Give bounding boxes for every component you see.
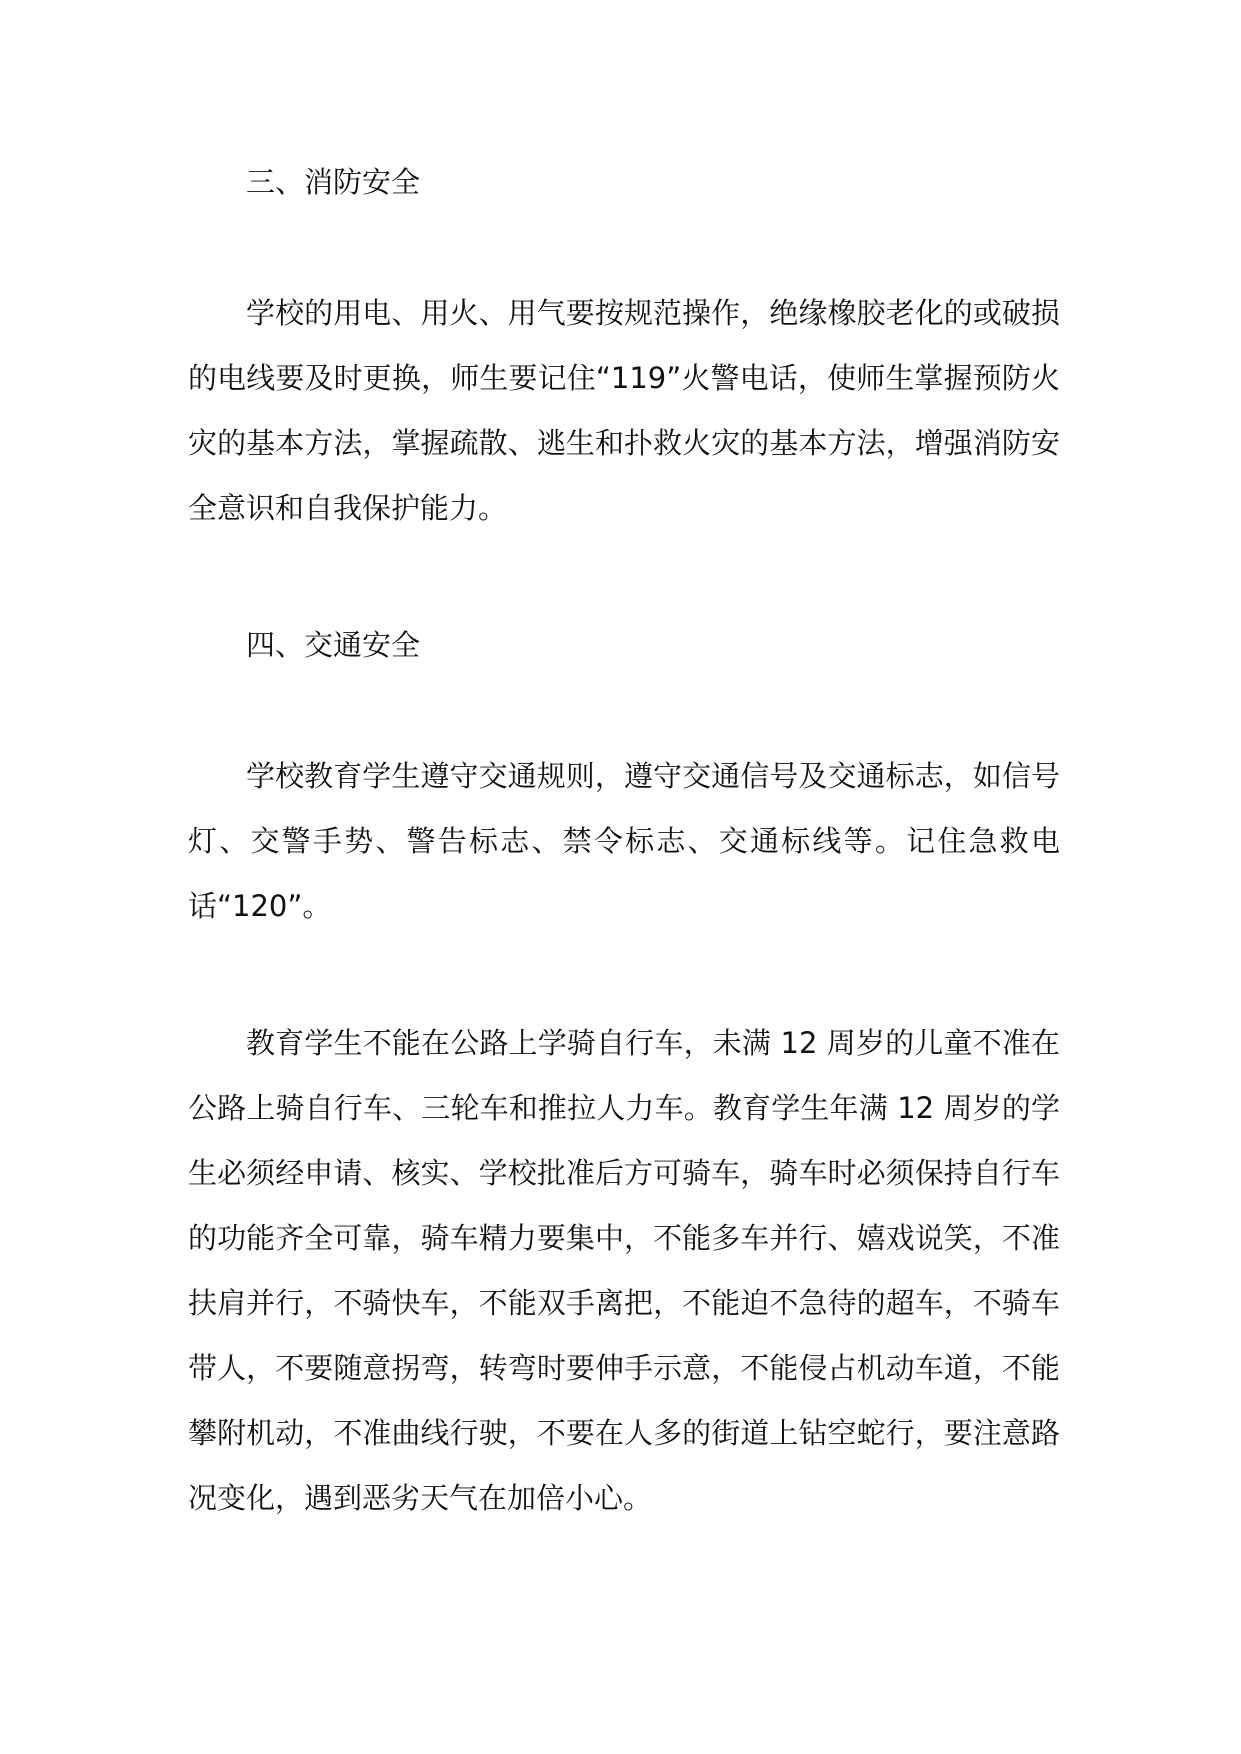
paragraph-bicycle-rules: 教育学生不能在公路上学骑自行车，未满 12 周岁的儿童不准在公路上骑自行车、三轮车和推拉人力车。教育学生年满 12 周岁的学生必须经申请、核实、学校批准后方可骑车，骑车时必须保持自行车的功能齐全可靠，骑车精力要集中，不能多车并行、嬉戏说笑，不准扶肩并行，不骑快车，不能双手离把，不能迫不急待的超车，不骑车带人，不要随意拐弯，转弯时要伸手示意，不能侵占机动车道，不能攀附机动，不准曲线行驶，不要在人多的街道上钻空蛇行，要注意路况变化，遇到恶劣天气在加倍小心。 [188, 1026, 1060, 1515]
section-heading-traffic-safety: 四、交通安全 [246, 628, 421, 662]
spacer [188, 215, 1060, 281]
document-body [188, 150, 1060, 1531]
spacer [188, 541, 1060, 613]
paragraph-traffic-rules: 学校教育学生遵守交通规则，遵守交通信号及交通标志，如信号灯、交警手势、警告标志、禁令标志、交通标线等。记住急救电话“120”。 [188, 759, 1060, 923]
spacer [188, 939, 1060, 1011]
section-heading-fire-safety: 三、消防安全 [246, 165, 421, 199]
spacer [188, 678, 1060, 744]
paragraph-fire-safety: 学校的用电、用火、用气要按规范操作，绝缘橡胶老化的或破损的电线要及时更换，师生要记住“119”火警电话，使师生掌握预防火灾的基本方法，掌握疏散、逃生和扑救火灾的基本方法，增强消防安全意识和自我保护能力。 [188, 296, 1060, 525]
